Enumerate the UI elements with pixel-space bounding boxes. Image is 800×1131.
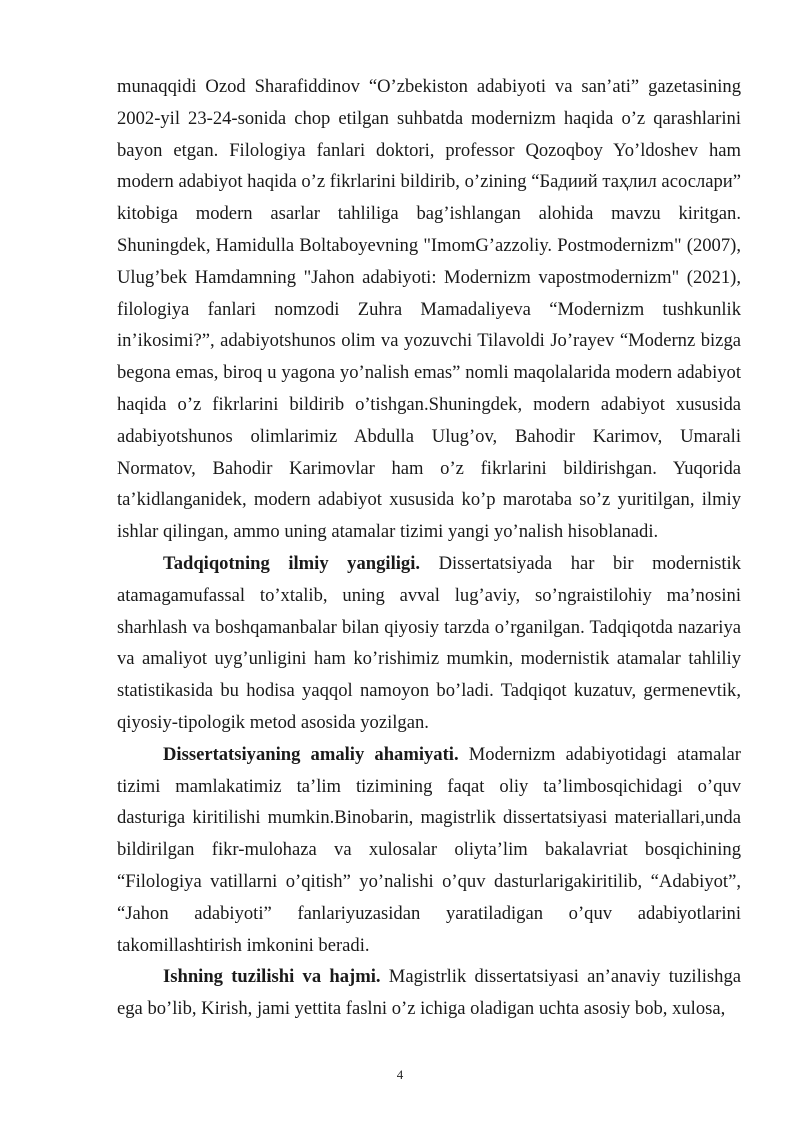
paragraph-practical-significance	[117, 739, 741, 962]
paragraph-text: Modernizm adabiyotidagi atamalar tizimi mamlakatimiz ta’lim tizimining faqat oliy ta’limbosqichidagi o’quv dasturiga kiritilishi mumkin.Binobarin, magistrlik dissertatsiyasi materiallari,unda bildirilgan fikr-mulohaza va xulosalar oliyta’lim bakalavriat bosqichining “Filologiya vatillarni o’qitish” yo’nalishi o’quv dasturlarigakiritilib, “Adabiyot”, “Jahon adabiyoti” fanlariyuzasidan yaratiladigan o’quv adabiyotlarini takomillashtirish imkonini beradi.	[117, 743, 741, 956]
paragraph-intro	[117, 71, 741, 548]
paragraph-scientific-novelty	[117, 548, 741, 739]
body-text	[117, 71, 741, 1025]
paragraph-structure	[117, 961, 741, 1025]
paragraph-text: Dissertatsiyada har bir modernistik atamagamufassal to’xtalib, uning avval lug’aviy, so’ngraistilohiy ma’nosini sharhlash va boshqamanbalar bilan qiyosiy tarzda o’rganilgan. Tadqiqotda nazariya va amaliyot uyg’unligini ham ko’rishimiz mumkin, modernistik atamalar tahliliy statistikasida bu hodisa yaqqol namoyon bo’ladi. Tadqiqot kuzatuv, germenevtik, qiyosiy-tipologik metod asosida yozilgan.	[117, 552, 741, 733]
paragraph-text: munaqqidi Ozod Sharafiddinov “O’zbekiston adabiyoti va san’ati” gazetasining 2002-yil 23-24-sonida chop etilgan suhbatda modernizm haqida o’z qarashlarini bayon etgan. Filologiya fanlari doktori, professor Qozoqboy Yo’ldoshev ham modern adabiyot haqida o’z fikrlarini bildirib, o’zining “Бадиий таҳлил асослари” kitobiga modern asarlar tahliliga bag’ishlangan alohida mavzu kiritgan. Shuningdek, Hamidulla Boltaboyevning "ImomG’azzoliy. Postmodernizm" (2007), Ulug’bek Hamdamning "Jahon adabiyoti: Modernizm vapostmodernizm" (2021), filologiya fanlari nomzodi Zuhra Mamadaliyeva “Modernizm tushkunlik in’ikosimi?”, adabiyotshunos olim va yozuvchi Tilavoldi Jo’rayev “Modernz bizga begona emas, biroq u yagona yo’nalish emas” nomli maqolalarida modern adabiyot haqida o’z fikrlarini bildirib o’tishgan.Shuningdek, modern adabiyot xususida adabiyotshunos olimlarimiz Abdulla Ulug’ov, Bahodir Karimov, Umarali Normatov, Bahodir Karimovlar ham o’z fikrlarini bildirishgan. Yuqorida ta’kidlanganidek, modern adabiyot xususida ko’p marotaba so’z yuritilgan, ilmiy ishlar qilingan, ammo uning atamalar tizimi yangi yo’nalish hisoblanadi.	[117, 76, 741, 543]
paragraph-heading: Dissertatsiyaning amaliy ahamiyati.	[163, 743, 469, 765]
paragraph-heading: Tadqiqotning ilmiy yangiligi.	[163, 552, 439, 574]
paragraph-text: Magistrlik dissertatsiyasi an’anaviy tuzilishga ega bo’lib, Kirish, jami yettita faslni o’z ichiga oladigan uchta asosiy bob, xulosa,	[117, 966, 741, 1020]
paragraph-heading: Ishning tuzilishi va hajmi.	[163, 966, 389, 988]
page-number: 4	[396, 1067, 404, 1082]
